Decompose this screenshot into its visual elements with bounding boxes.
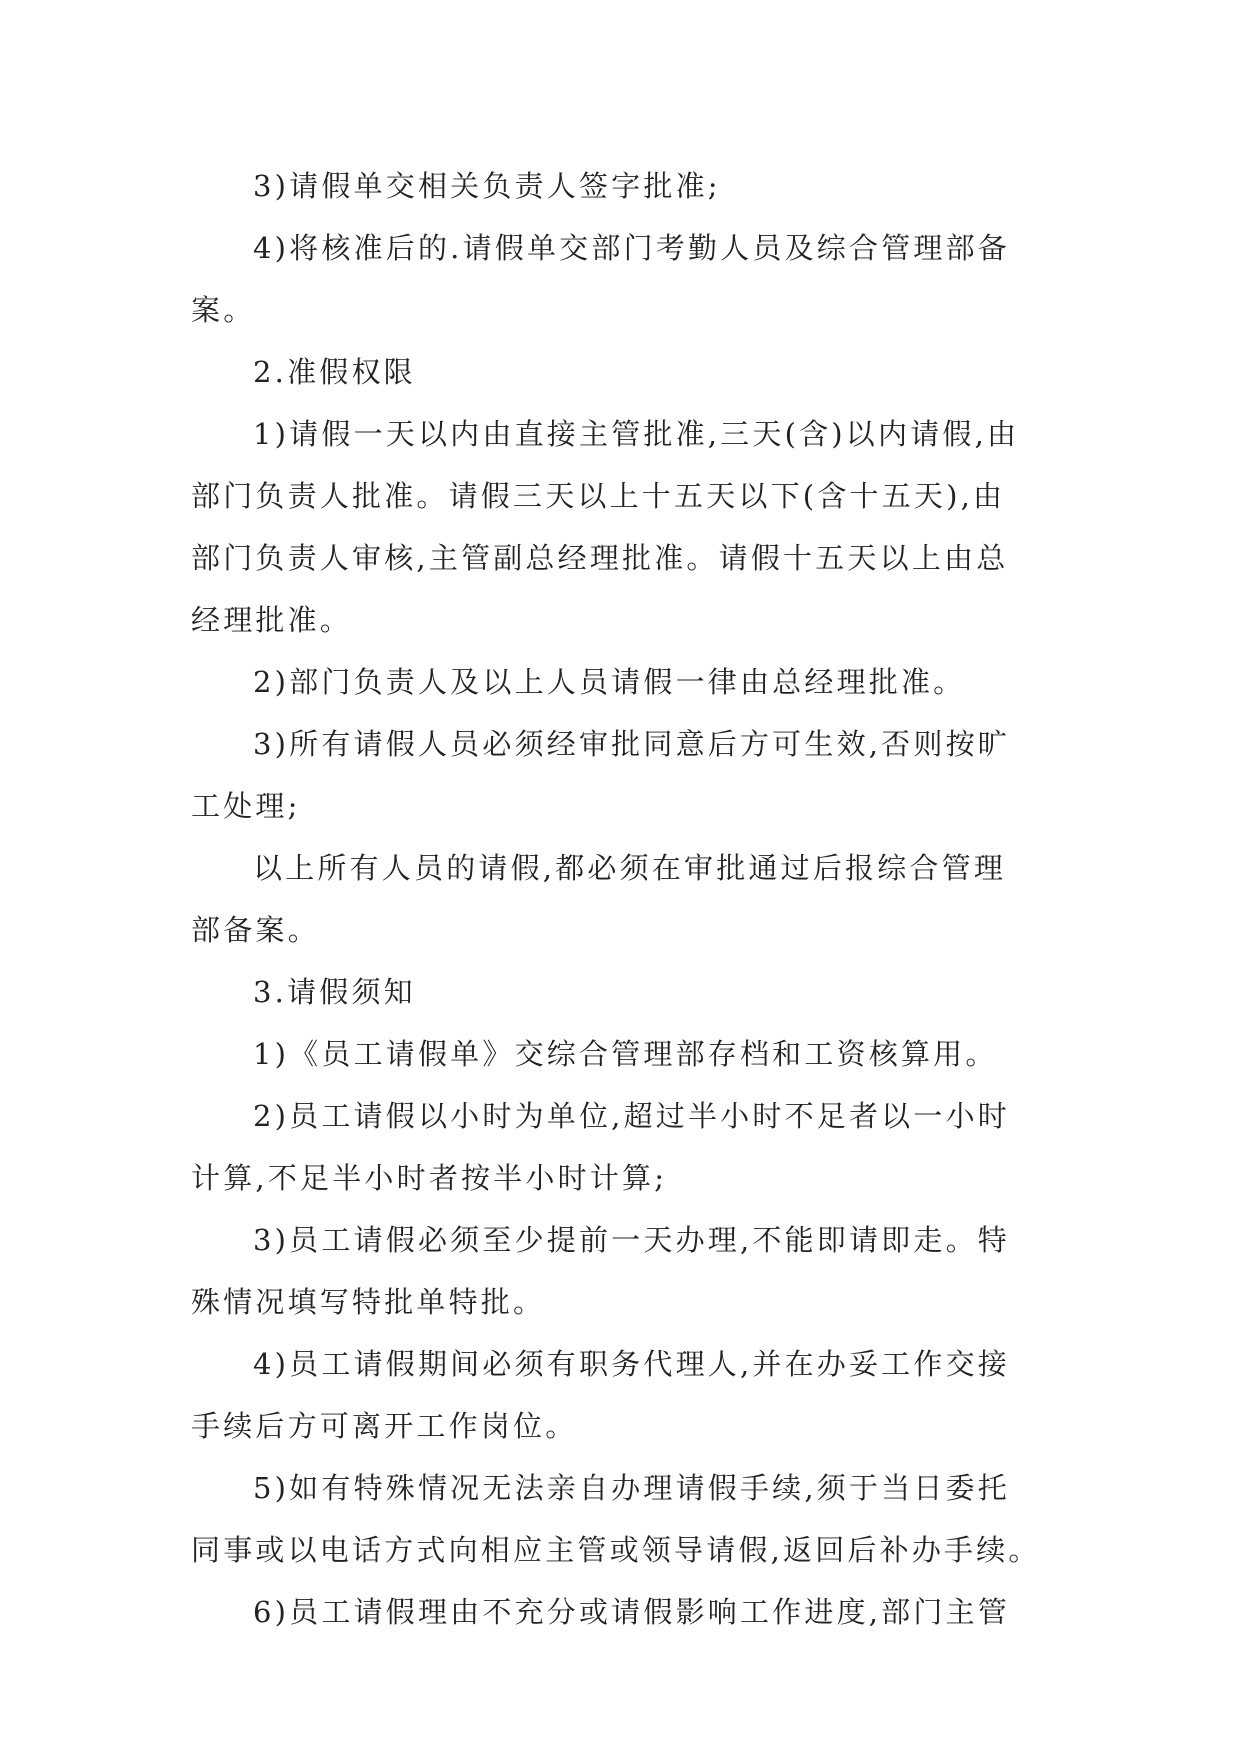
text-line: 3)所有请假人员必须经审批同意后方可生效,否则按旷 — [253, 727, 1010, 761]
text-line: 3)请假单交相关负责人签字批准; — [253, 169, 721, 203]
text-line: 部备案。 — [191, 913, 320, 947]
section-heading: 2.准假权限 — [253, 355, 416, 389]
text-line: 2)员工请假以小时为单位,超过半小时不足者以一小时 — [253, 1099, 1010, 1133]
text-line: 案。 — [191, 293, 256, 327]
text-line: 工处理; — [191, 789, 301, 823]
text-line: 部门负责人审核,主管副总经理批准。请假十五天以上由总 — [191, 541, 1009, 575]
text-line: 计算,不足半小时者按半小时计算; — [191, 1161, 668, 1195]
text-line: 部门负责人批准。请假三天以上十五天以下(含十五天),由 — [191, 479, 1006, 513]
text-line: 经理批准。 — [191, 603, 353, 637]
text-line: 4)员工请假期间必须有职务代理人,并在办妥工作交接 — [253, 1347, 1010, 1381]
text-line: 2)部门负责人及以上人员请假一律由总经理批准。 — [253, 665, 966, 699]
section-heading: 3.请假须知 — [253, 975, 416, 1009]
text-line: 6)员工请假理由不充分或请假影响工作进度,部门主管 — [253, 1595, 1010, 1629]
text-line: 4)将核准后的.请假单交部门考勤人员及综合管理部备 — [253, 231, 1010, 265]
text-line: 殊情况填写特批单特批。 — [191, 1285, 546, 1319]
text-line: 手续后方可离开工作岗位。 — [191, 1409, 578, 1443]
text-line: 同事或以电话方式向相应主管或领导请假,返回后补办手续。 — [191, 1533, 1041, 1567]
text-line: 1)请假一天以内由直接主管批准,三天(含)以内请假,由 — [253, 417, 1020, 451]
document-body — [191, 155, 1061, 1643]
text-line: 5)如有特殊情况无法亲自办理请假手续,须于当日委托 — [253, 1471, 1010, 1505]
text-line: 以上所有人员的请假,都必须在审批通过后报综合管理 — [253, 851, 1007, 885]
text-line: 1)《员工请假单》交综合管理部存档和工资核算用。 — [253, 1037, 998, 1071]
text-line: 3)员工请假必须至少提前一天办理,不能即请即走。特 — [253, 1223, 1010, 1257]
